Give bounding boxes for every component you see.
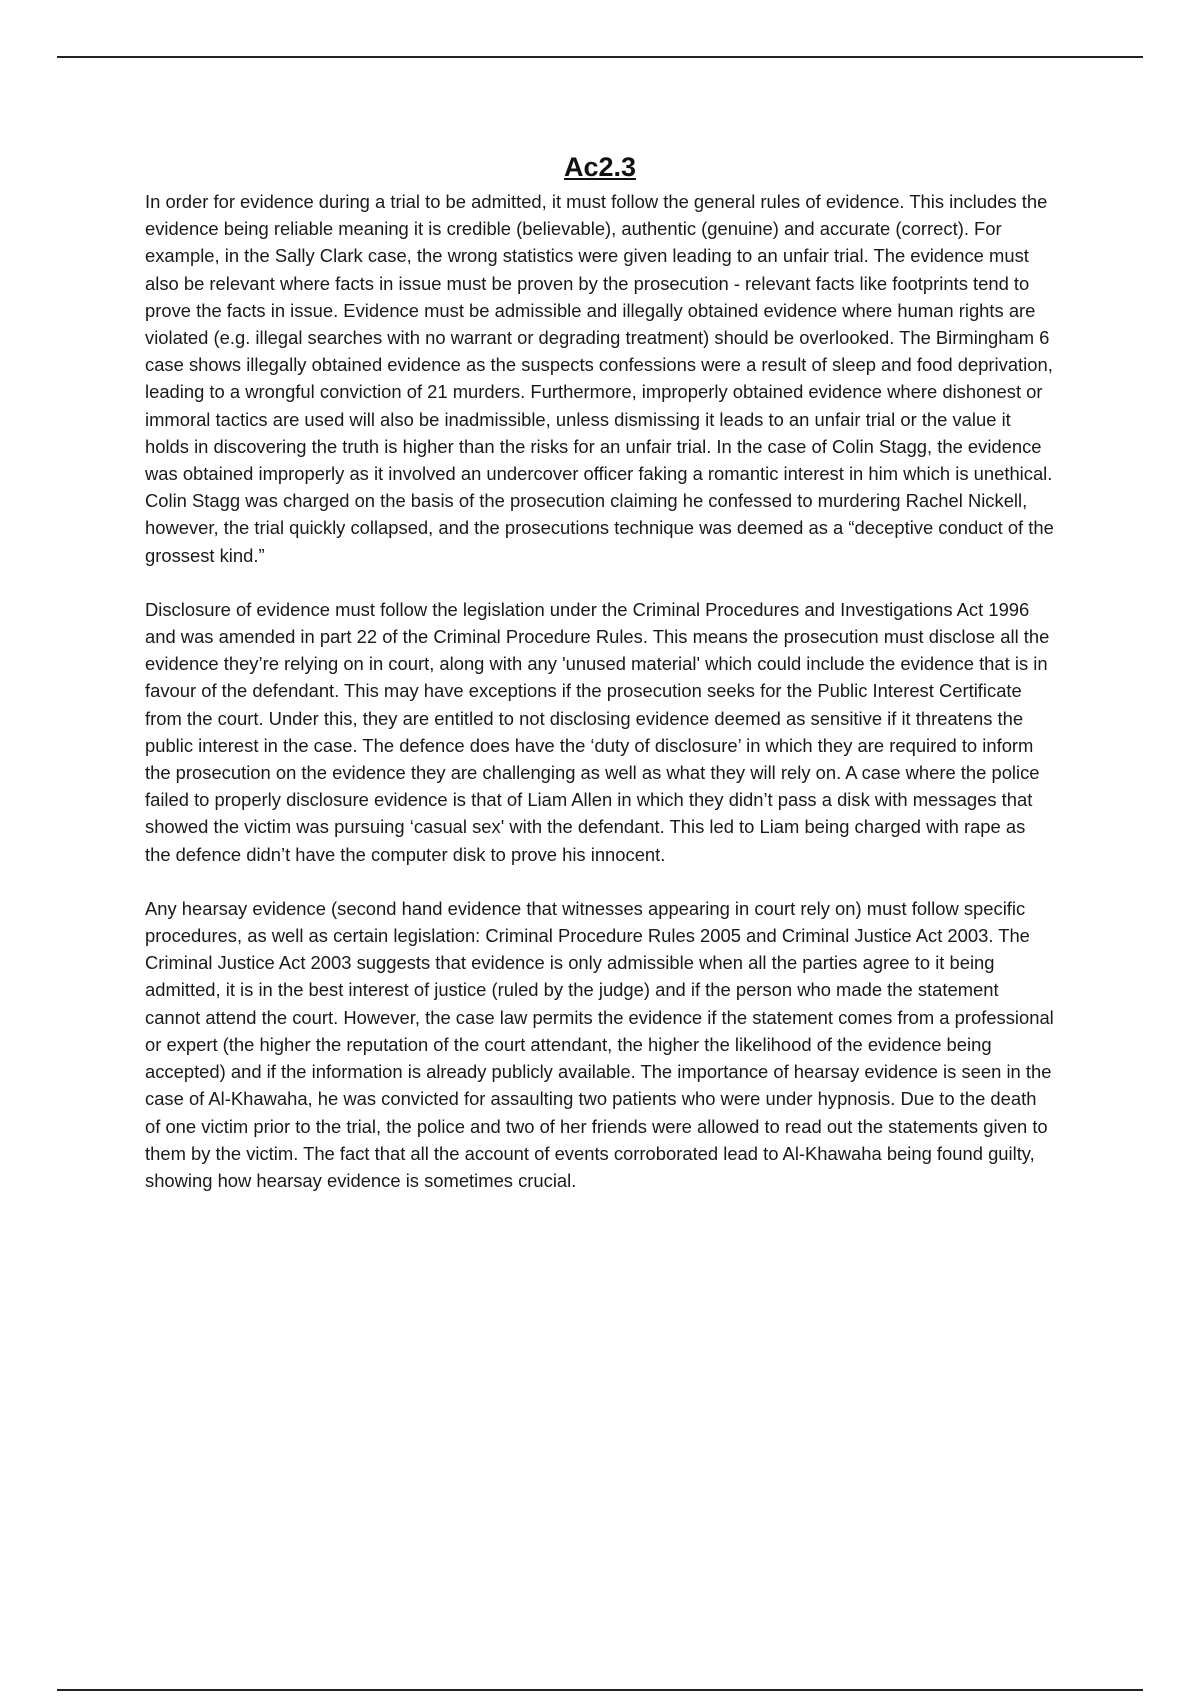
paragraph-hearsay: Any hearsay evidence (second hand evidence that witnesses appearing in court rely on) must follow specific procedures, as well as certain legislation: Criminal Procedure Rules 2005 and Criminal Justice Act 2003. The Criminal Justice Act 2003 suggests that evidence is only admissible when all the parties agree to it being admitted, it is in the best interest of justice (ruled by the judge) and if the person who made the statement cannot attend the court. However, the case law permits the evidence if the statement comes from a professional or expert (the higher the reputation of the court attendant, the higher the likelihood of the evidence being accepted) and if the information is already publicly available. The importance of hearsay evidence is seen in the case of Al-Khawaha, he was convicted for assaulting two patients who were under hypnosis. Due to the death of one victim prior to the trial, the police and two of her friends were allowed to read out the statements given to them by the victim. The fact that all the account of events corroborated lead to Al-Khawaha being found guilty, showing how hearsay evidence is sometimes crucial. [145,897,1054,1191]
header-rule [57,56,1143,58]
paragraph-disclosure: Disclosure of evidence must follow the legislation under the Criminal Procedures and Investigations Act 1996 and was amended in part 22 of the Criminal Procedure Rules. This means the prosecution must disclose all the evidence they’re relying on in court, along with any 'unused material' which could include the evidence that is in favour of the defendant. This may have exceptions if the prosecution seeks for the Public Interest Certificate from the court. Under this, they are entitled to not disclosing evidence deemed as sensitive if it threatens the public interest in the case. The defence does have the ‘duty of disclosure’ in which they are required to inform the prosecution on the evidence they are challenging as well as what they will rely on. A case where the police failed to properly disclosure evidence is that of Liam Allen in which they didn’t pass a disk with messages that showed the victim was pursuing ‘casual sex' with the defendant. This led to Liam being charged with rape as the defence didn’t have the computer disk to prove his innocent. [145,598,1050,865]
document-body [145,150,1055,1221]
page-title: Ac2.3 [563,152,637,182]
paragraph-rules-of-evidence: In order for evidence during a trial to be admitted, it must follow the general rules of evidence. This includes the evidence being reliable meaning it is credible (believable), authentic (genuine) and accurate (correct). For example, in the Sally Clark case, the wrong statistics were given leading to an unfair trial. The evidence must also be relevant where facts in issue must be proven by the prosecution - relevant facts like footprints tend to prove the facts in issue. Evidence must be admissible and illegally obtained evidence where human rights are violated (e.g. illegal searches with no warrant or degrading treatment) should be overlooked. The Birmingham 6 case shows illegally obtained evidence as the suspects confessions were a result of sleep and food deprivation, leading to a wrongful conviction of 21 murders. Furthermore, improperly obtained evidence where dishonest or immoral tactics are used will also be inadmissible, unless dismissing it leads to an unfair trial or the value it holds in discovering the truth is higher than the risks for an unfair trial. In the case of Colin Stagg, the evidence was obtained improperly as it involved an undercover officer faking a romantic interest in him which is unethical. Colin Stagg was charged on the basis of the prosecution claiming he confessed to murdering Rachel Nickell, however, the trial quickly collapsed, and the prosecutions technique was deemed as a “deceptive conduct of the grossest kind.” [145,191,1054,566]
footer-rule [57,1689,1143,1691]
